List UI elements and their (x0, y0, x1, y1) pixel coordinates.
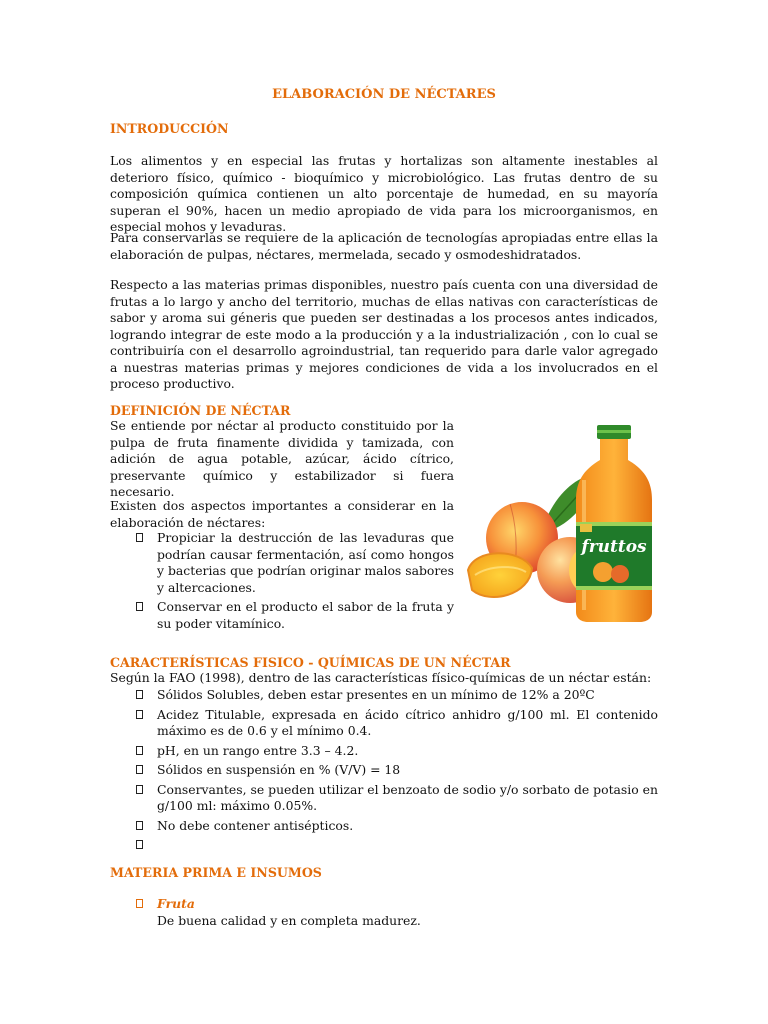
list-item: Propiciar la destrucción de las levaduras que podrían causar fermentación, así como hongos y bacterias que podrían originar malos sabores y altercaciones. (110, 530, 454, 596)
definicion-paragraph-1: Se entiende por néctar al producto constituido por la pulpa de fruta finamente dividida y tamizada, con adición de agua potable, azúcar, ácido cítrico, preservante químico y estabilizador si fuera necesario. (110, 418, 454, 499)
bullet-icon (136, 899, 143, 908)
definicion-paragraph-2: Existen dos aspectos importantes a considerar en la elaboración de néctares: (110, 498, 454, 530)
list-item: Conservantes, se pueden utilizar el benzoato de sodio y/o sorbato de potasio en g/100 ml: máximo 0.05%. (110, 782, 658, 815)
intro-paragraph-3: Respecto a las materias primas disponibles, nuestro país cuenta con una diversidad de frutas a lo largo y ancho del territorio, muchas de ellas nativas con características de sabor y aroma sui géneris que pueden ser destinadas a los procesos antes indicados, logrando integrar de este modo a la producción y a la industrialización , con lo cual se contribuiría con el desarrollo agroindustrial, tan requerido para darle valor agregado a nuestras materias primas y mejores condiciones de vida a los involucrados en el proceso productivo. (110, 277, 658, 391)
bullet-icon (136, 765, 143, 774)
fruta-label: Fruta (157, 896, 195, 911)
intro-paragraph-1: Los alimentos y en especial las frutas y hortalizas son altamente inestables al deterioro físico, químico - bioquímico y microbiológico. Las frutas dentro de su composición química contienen un alto porcentaje de humedad, en su mayoría superan el 90%, hacen un medio apropiado de vida para los microorganismos, en especial mohos y levaduras. (110, 153, 658, 234)
definicion-list (110, 530, 454, 632)
list-item: No debe contener antisépticos. (110, 818, 658, 835)
list-item (110, 837, 658, 853)
bullet-icon (136, 690, 143, 699)
bottle-icon (576, 425, 652, 622)
list-item: Sólidos Solubles, deben estar presentes en un mínimo de 12% a 20ºC (110, 687, 658, 704)
list-item: Conservar en el producto el sabor de la fruta y su poder vitamínico. (110, 599, 454, 632)
caracteristicas-heading: CARACTERÍSTICAS FISICO - QUÍMICAS DE UN NÉCTAR (110, 655, 511, 670)
bullet-icon (136, 602, 143, 611)
list-item (110, 896, 658, 929)
bullet-icon (136, 821, 143, 830)
list-item: Acidez Titulable, expresada en ácido cítrico anhidro g/100 ml. El contenido máximo es de 0.6 y el mínimo 0.4. (110, 707, 658, 740)
document-title: ELABORACIÓN DE NÉCTARES (272, 87, 496, 102)
bullet-icon (136, 746, 143, 755)
bullet-icon (136, 533, 143, 542)
bullet-icon (136, 840, 143, 849)
caracteristicas-intro: Según la FAO (1998), dentro de las características físico-químicas de un néctar están: (110, 670, 652, 685)
intro-heading: INTRODUCCIÓN (110, 121, 229, 136)
caracteristicas-list (110, 687, 658, 853)
materia-heading: MATERIA PRIMA E INSUMOS (110, 865, 322, 880)
bullet-icon (136, 710, 143, 719)
nectar-product-image (460, 420, 660, 625)
list-item: Sólidos en suspensión en % (V/V) = 18 (110, 762, 658, 779)
materia-list (110, 896, 658, 929)
peach-half-icon (468, 553, 532, 597)
bottle-brand-text: fruttos (581, 537, 647, 557)
definicion-heading: DEFINICIÓN DE NÉCTAR (110, 403, 291, 418)
fruta-text: De buena calidad y en completa madurez. (157, 912, 421, 928)
list-item: pH, en un rango entre 3.3 – 4.2. (110, 743, 658, 760)
intro-paragraph-2: Para conservarlas se requiere de la aplicación de tecnologías apropiadas entre ellas la elaboración de pulpas, néctares, mermelada, secado y osmodeshidratados. (110, 230, 658, 262)
bullet-icon (136, 785, 143, 794)
